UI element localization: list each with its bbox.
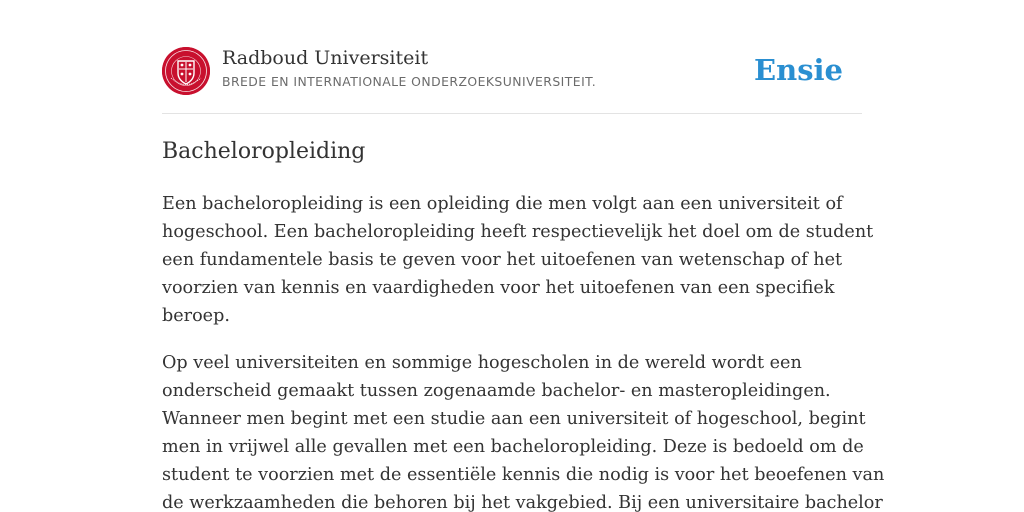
paragraph-line: onderscheid gemaakt tussen zogenaamde bachelor- en masteropleidingen. [162,381,831,401]
paragraph-line: Op veel universiteiten en sommige hogescholen in de wereld wordt een [162,353,802,373]
paragraph-line: de werkzaamheden die behoren bij het vakgebied. Bij een universitaire bachelor [162,493,883,512]
university-seal-icon[interactable] [162,47,210,95]
paragraph-line: Een bacheloropleiding is een opleiding die men volgt aan een universiteit of [162,194,843,214]
article-title: Bacheloropleiding [162,139,366,164]
header [162,46,862,98]
article-paragraph-2 [162,349,885,512]
paragraph-line: een fundamentele basis te geven voor het uitoefenen van wetenschap of het [162,250,843,270]
org-tagline: BREDE EN INTERNATIONALE ONDERZOEKSUNIVERSITEIT. [222,74,597,89]
paragraph-line: hogeschool. Een bacheloropleiding heeft respectievelijk het doel om de student [162,222,874,242]
article [162,136,885,512]
article-paragraph-1 [162,190,874,330]
brand-logo-link[interactable]: Ensie [754,53,843,87]
paragraph-line: men in vrijwel alle gevallen met een bacheloropleiding. Deze is bedoeld om de [162,437,864,457]
paragraph-line: beroep. [162,306,230,326]
org-name[interactable]: Radboud Universiteit [222,47,429,69]
header-divider [162,113,862,114]
paragraph-line: Wanneer men begint met een studie aan een universiteit of hogeschool, begint [162,409,866,429]
paragraph-line: voorzien van kennis en vaardigheden voor het uitoefenen van een specifiek [162,278,835,298]
paragraph-line: student te voorzien met de essentiële kennis die nodig is voor het beoefenen van [162,465,885,485]
